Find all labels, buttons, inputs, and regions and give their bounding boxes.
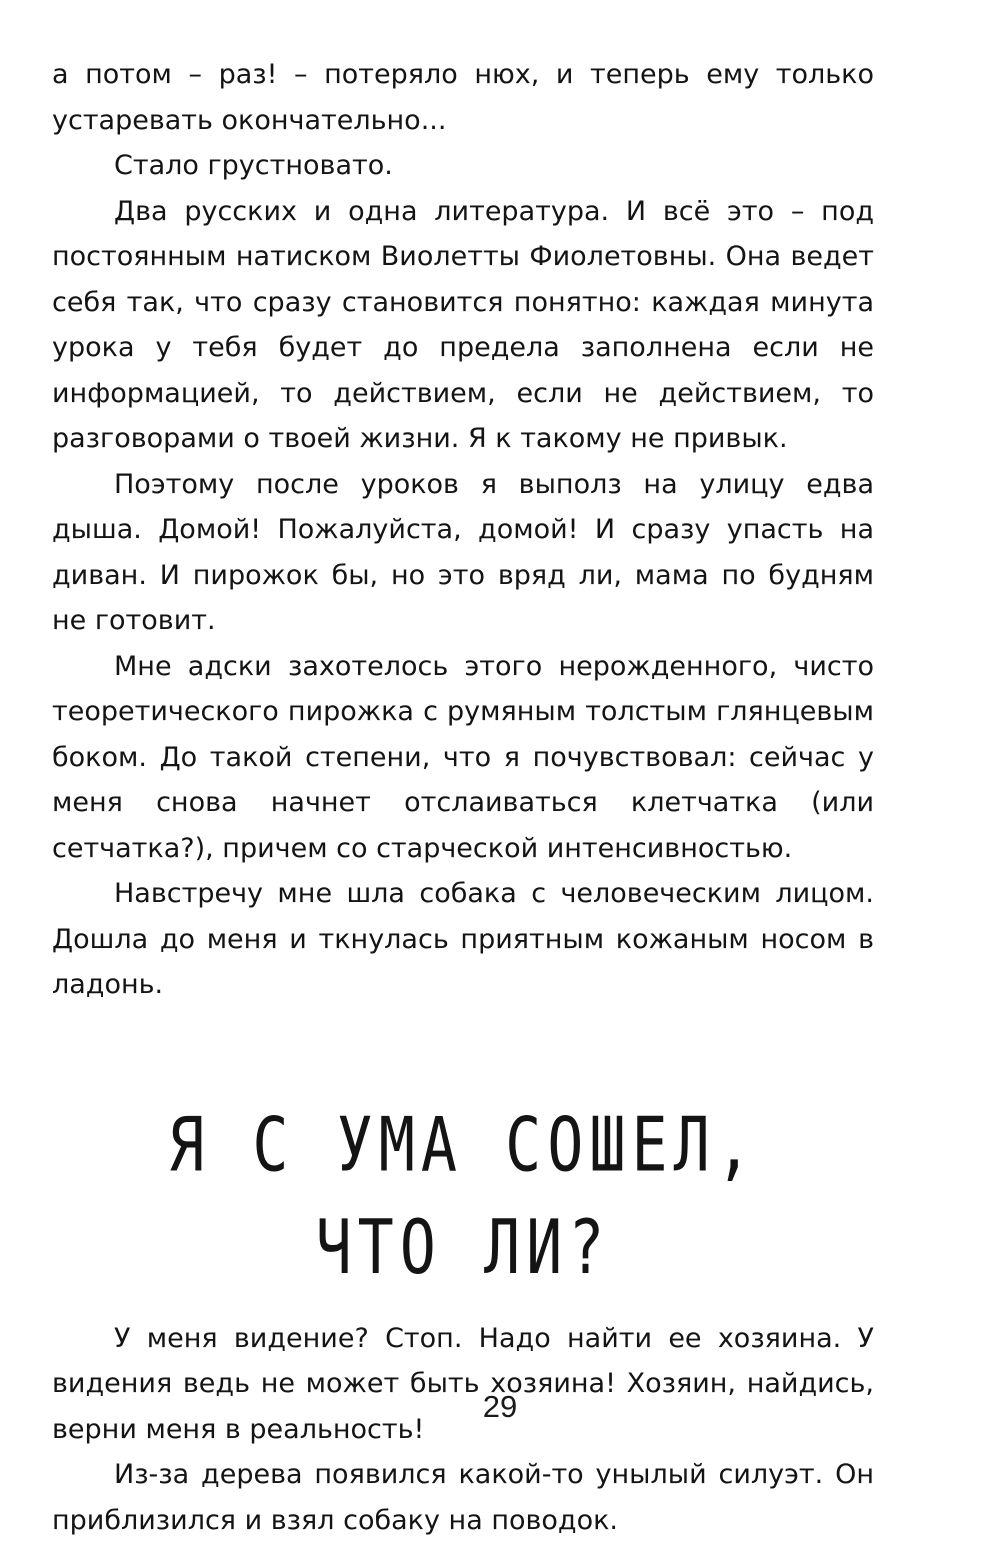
paragraph: Из-за дерева появился какой-то унылый силуэт. Он приблизился и взял собаку на поводок. [52, 1452, 874, 1543]
paragraph: Поэтому после уроков я выполз на улицу едва дыша. Домой! Пожалуйста, домой! И сразу упасть на диван. И пирожок бы, но это вряд ли, мама по будням не готовит. [52, 462, 874, 644]
chapter-title [52, 1094, 874, 1299]
paragraph: Навстречу мне шла собака с человеческим лицом. Дошла до меня и ткнулась приятным кожаным носом в ладонь. [52, 871, 874, 1008]
page-number: 29 [0, 1389, 1000, 1425]
paragraph: а потом – раз! – потеряло нюх, и теперь ему только устаревать окончательно... [52, 52, 874, 143]
paragraph: Стало грустновато. [52, 143, 874, 189]
paragraph: Два русских и одна литература. И всё это – под постоянным натиском Виолетты Фиолетовны. Она ведет себя так, что сразу становится понятно: каждая минута урока у тебя будет до предела заполнена если не информацией, то действием, если не действием, то разговорами о твоей жизни. Я к такому не привык. [52, 189, 874, 462]
chapter-title-line-1: Я С УМА СОШЕЛ, [52, 1094, 874, 1197]
text-block-after-chapter [52, 1316, 874, 1543]
book-page [52, 52, 874, 1512]
chapter-title-line-2: ЧТО ЛИ? [52, 1196, 874, 1299]
text-block-before-chapter [52, 52, 874, 1008]
paragraph: Мне адски захотелось этого нерожденного, чисто теоретического пирожка с румяным толстым глянцевым боком. До такой степени, что я почувствовал: сейчас у меня снова начнет отслаиваться клетчатка (или сетчатка?), причем со старческой интенсивностью. [52, 644, 874, 872]
paragraph: У меня видение? Стоп. Надо найти ее хозяина. У видения ведь не может быть хозяина! Хозяин, найдись, верни меня в реальность! [52, 1316, 874, 1453]
